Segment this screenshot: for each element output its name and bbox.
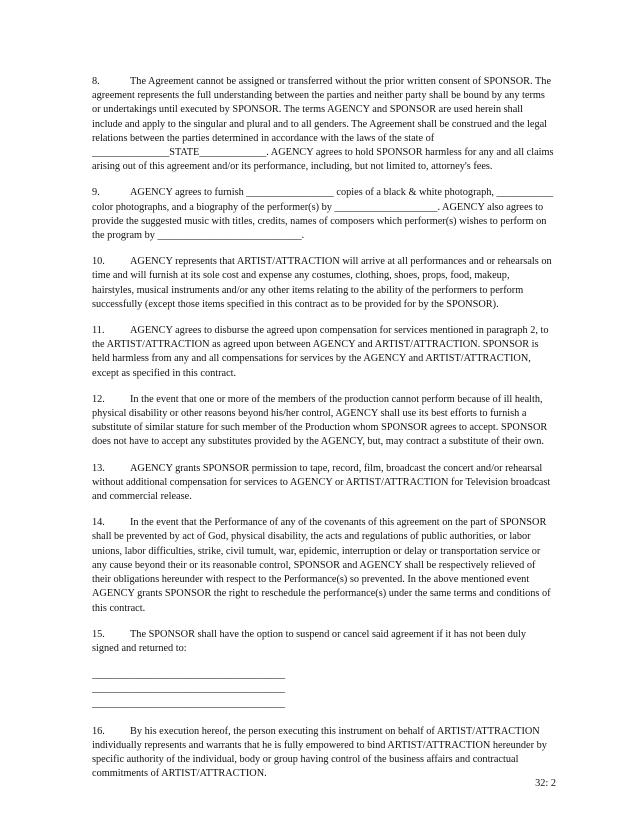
- blank-line: _______________________________________: [92, 669, 285, 681]
- clause-14: [92, 516, 554, 615]
- clause-11: [92, 324, 554, 381]
- clause-number: 11.: [92, 325, 105, 337]
- clause-13: [92, 462, 554, 505]
- clause-9: [92, 186, 554, 243]
- clause-number: 13.: [92, 462, 105, 474]
- clause-text: AGENCY grants SPONSOR permission to tape, record, film, broadcast the concert and/or rehearsal without additional compensation for services to AGENCY or ARTIST/ATTRACTION for Television broadcast and commercial release.: [92, 462, 551, 503]
- clause-text: In the event that the Performance of any of the covenants of this agreement on the part of SPONSOR shall be prevented by act of God, physical disability, the acts and regulations of public authorities, or labor unions, labor difficulties, strike, civil tumult, war, epidemic, interruption or delay or transportation service or any cause beyond their or its reasonable control, SPONSOR and AGENCY shall be respectively relieved of their obligations hereunder with respect to the Performance(s) so prevented. In the above mentioned event AGENCY grants SPONSOR the right to reschedule the performance(s) under the same terms and conditions of this contract.: [92, 517, 551, 614]
- clause-text: In the event that one or more of the members of the production cannot perform because of ill health, physical disability or other reasons beyond his/her control, AGENCY shall use its best efforts to furnish a substitute of similar stature for such member of the Production whom SPONSOR agrees to accept. SPONSOR does not have to accept any substitutes provided by the AGENCY, but, may contract a substitute of their own.: [92, 393, 548, 448]
- clause-number: 15.: [92, 628, 105, 640]
- clause-12: [92, 393, 554, 450]
- clause-number: 16.: [92, 725, 105, 737]
- clause-number: 12.: [92, 393, 105, 405]
- clause-text: AGENCY agrees to furnish _________________ copies of a black & white photograph, ___________ color photographs, and a biography of the performer(s) by ____________________. AGENCY also agrees to provide the suggested music with titles, credits, names of composers which performer(s) wishes to perform on the program by ____________________________.: [92, 187, 554, 242]
- clause-16: [92, 725, 554, 782]
- clause-text: AGENCY agrees to disburse the agreed upon compensation for services mentioned in paragraph 2, to the ARTIST/ATTRACTION as agreed upon between AGENCY and ARTIST/ATTRACTION. SPONSOR is held harmless from any and all compensations for services by the AGENCY and ARTIST/ATTRACTION, except as specified in this contract.: [92, 325, 549, 379]
- clause-number: 10.: [92, 256, 105, 268]
- clause-text: By his execution hereof, the person executing this instrument on behalf of ARTIST/ATTRACTION individually represents and warrants that he is fully empowered to bind ARTIST/ATTRACTION hereunder by specific authority of the individual, body or group having control of the business affairs and contractual commitments of ARTIST/ATTRACTION.: [92, 725, 547, 780]
- clause-number: 9.: [92, 187, 100, 199]
- blank-line: _______________________________________: [92, 683, 285, 695]
- clause-number: 8.: [92, 76, 100, 87]
- clause-text: AGENCY represents that ARTIST/ATTRACTION will arrive at all performances and or rehearsals on time and will furnish at its sole cost and expense any costumes, clothing, shoes, props, food, makeup, hairstyles, musical instruments and/or any other items relating to the ability of the performers to perform successfully (except those items specified in this contract as to be provided for by the SPONSOR).: [92, 256, 552, 310]
- clause-15: [92, 628, 554, 656]
- clause-8: [92, 75, 554, 174]
- clause-text: The SPONSOR shall have the option to suspend or cancel said agreement if it has not been duly signed and returned to:: [92, 628, 527, 654]
- clause-number: 14.: [92, 517, 105, 529]
- return-address-lines: [92, 668, 554, 711]
- page-number: 32: 2: [535, 778, 556, 789]
- blank-line: _______________________________________: [92, 697, 285, 709]
- clause-text: The Agreement cannot be assigned or transferred without the prior written consent of SPONSOR. The agreement represents the full understanding between the parties and neither party shall be bound by any terms or undertakings until executed by SPONSOR. The terms AGENCY and SPONSOR are used herein shall include and apply to the singular and plural and to all genders. The Agreement shall be construed and the legal relations between the parties determined in accordance with the laws of the state of _______________STATE_____________. AGENCY agrees to hold SPONSOR harmless for any and all claims arising out of this agreement and/or its performance, including, but not limited to, attorney's fees.: [92, 76, 554, 173]
- clause-10: [92, 255, 554, 312]
- contract-body: [92, 75, 554, 794]
